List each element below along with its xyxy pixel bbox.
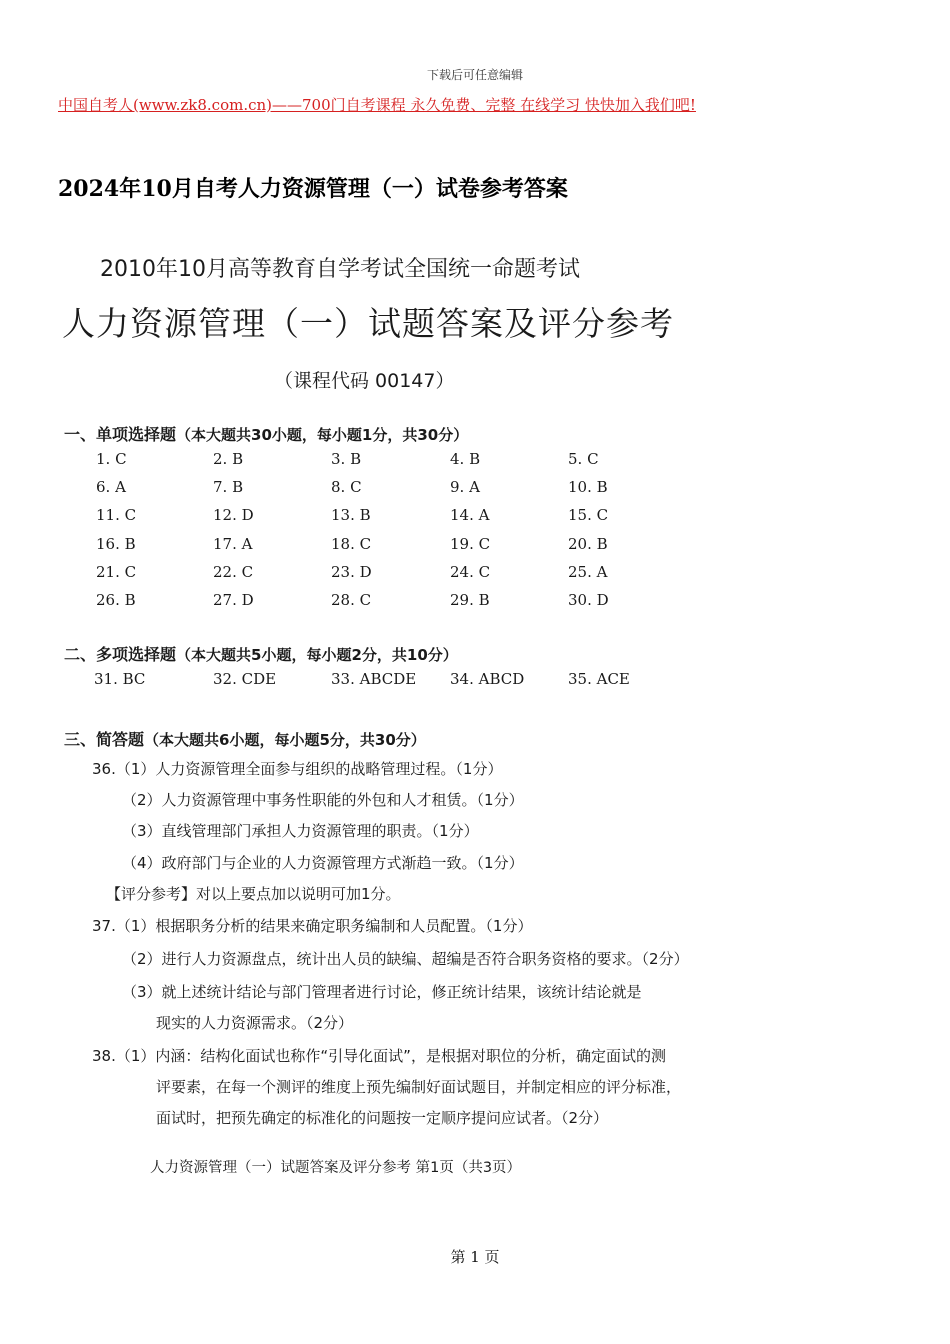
mcq-answer: 12. D (213, 506, 254, 525)
course-code: （课程代码 00147） (274, 370, 455, 392)
mcq-answer: 24. C (450, 562, 491, 581)
short-answer-line: （4）政府部门与企业的人力资源管理方式渐趋一致。（1分） (122, 854, 524, 872)
section2-heading (64, 642, 458, 665)
mcq-answer: 30. D (568, 591, 609, 609)
short-answer-line: 38.（1）内涵：结构化面试也称作“引导化面试”，是根据对职位的分析，确定面试的测 (92, 1047, 666, 1065)
document-title: 2024年10月自考人力资源管理（一）试卷参考答案 (58, 176, 568, 202)
mcq-answer: 6. A (96, 478, 126, 497)
section3-detail: （本大题共6小题，每小题5分，共30分） (144, 731, 426, 749)
multi-choice-answer: 34. ABCD (450, 670, 525, 688)
multi-choice-answer: 31. BC (94, 670, 146, 688)
multi-choice-answer: 35. ACE (568, 670, 630, 688)
section1-title: 一、单项选择题 (64, 425, 177, 444)
short-answer-line: 37.（1）根据职务分析的结果来确定职务编制和人员配置。（1分） (92, 917, 533, 935)
mcq-answer: 26. B (96, 591, 136, 609)
mcq-answer: 19. C (450, 534, 491, 553)
section3-heading (64, 727, 426, 750)
mcq-answer: 7. B (213, 478, 244, 497)
multi-choice-answer: 32. CDE (213, 670, 277, 688)
section1-detail: （本大题共30小题，每小题1分，共30分） (176, 426, 469, 444)
short-answer-line: 面试时，把预先确定的标准化的问题按一定顺序提问应试者。（2分） (156, 1109, 609, 1127)
mcq-answer: 29. B (450, 591, 490, 609)
short-answer-line: （2）人力资源管理中事务性职能的外包和人才租赁。（1分） (122, 791, 524, 809)
section2-title: 二、多项选择题 (64, 645, 177, 664)
mcq-answer: 17. A (213, 534, 253, 553)
short-answer-line: （3）就上述统计结论与部门管理者进行讨论，修正统计结果，该统计结论就是 (122, 983, 642, 1001)
mcq-answer: 20. B (568, 534, 608, 553)
mcq-answer: 10. B (568, 478, 608, 497)
mcq-answer: 21. C (96, 562, 137, 581)
section2-detail: （本大题共5小题，每小题2分，共10分） (176, 646, 458, 664)
short-answer-line: 现实的人力资源需求。（2分） (156, 1014, 354, 1032)
mcq-answer: 4. B (450, 450, 481, 468)
mcq-answer: 18. C (331, 534, 372, 553)
mcq-answer: 22. C (213, 562, 254, 581)
mcq-answer: 2. B (213, 450, 244, 468)
mcq-answer: 25. A (568, 562, 608, 581)
mcq-answer: 3. B (331, 450, 362, 468)
mcq-answer: 14. A (450, 506, 490, 525)
mcq-answer: 16. B (96, 534, 136, 553)
mcq-answer: 8. C (331, 478, 362, 497)
multi-choice-answer: 33. ABCDE (331, 670, 417, 688)
mcq-answer: 27. D (213, 591, 254, 609)
short-answer-line: 评要素，在每一个测评的维度上预先编制好面试题目，并制定相应的评分标准， (156, 1078, 682, 1096)
short-answer-line: 【评分参考】对以上要点加以说明可加1分。 (106, 885, 401, 903)
mcq-answer: 15. C (568, 506, 609, 525)
exam-subject-title: 人力资源管理（一）试题答案及评分参考 (62, 304, 674, 343)
scan-page-footer: 人力资源管理（一）试题答案及评分参考 第1页（共3页） (150, 1160, 522, 1176)
mcq-answer: 11. C (96, 506, 137, 525)
short-answer-line: （3）直线管理部门承担人力资源管理的职责。（1分） (122, 822, 479, 840)
exam-title-line: 2010年10月高等教育自学考试全国统一命题考试 (100, 257, 580, 282)
mcq-answer: 28. C (331, 591, 372, 609)
section1-heading (64, 422, 468, 445)
mcq-answer: 13. B (331, 506, 371, 525)
mcq-answer: 9. A (450, 478, 480, 497)
section3-title: 三、简答题 (64, 730, 145, 749)
promo-link[interactable]: 中国自考人(www.zk8.com.cn)——700门自考课程 永久免费、完整 在线学习 快快加入我们吧! (58, 96, 696, 114)
short-answer-line: 36.（1）人力资源管理全面参与组织的战略管理过程。（1分） (92, 760, 503, 778)
mcq-answer: 23. D (331, 562, 372, 581)
mcq-answer: 5. C (568, 450, 599, 468)
top-note: 下载后可任意编辑 (426, 68, 523, 82)
page-number: 第 1 页 (450, 1248, 500, 1266)
mcq-answer: 1. C (96, 450, 127, 468)
short-answer-line: （2）进行人力资源盘点，统计出人员的缺编、超编是否符合职务资格的要求。（2分） (122, 950, 689, 968)
